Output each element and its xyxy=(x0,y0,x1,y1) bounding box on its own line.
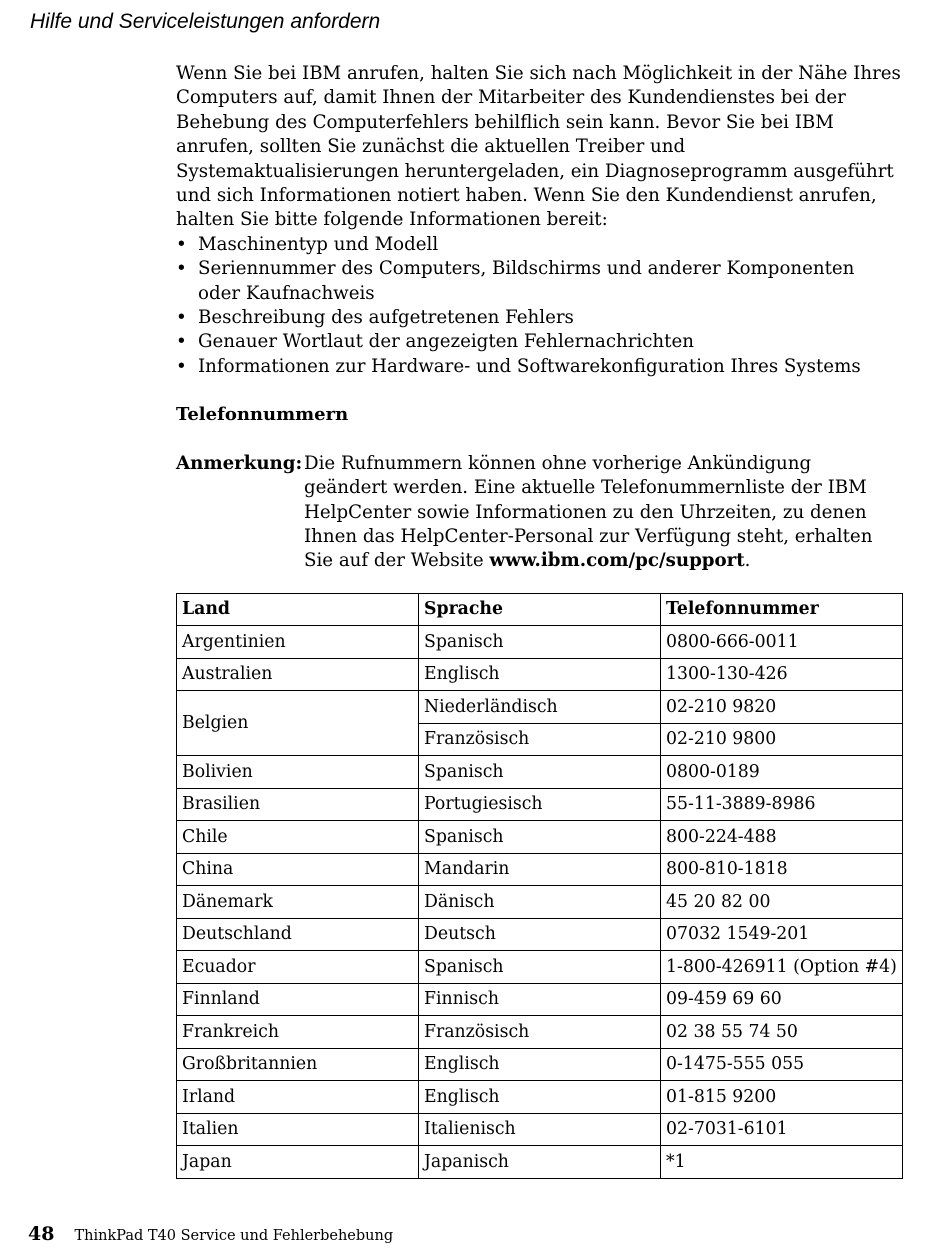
country-cell: Argentinien xyxy=(177,626,419,659)
list-item: • Seriennummer des Computers, Bildschirms und anderer Komponenten oder Kaufnachweis xyxy=(176,257,902,306)
list-item: • Maschinentyp und Modell xyxy=(176,233,902,257)
note-end: . xyxy=(744,550,751,572)
language-cell: Englisch xyxy=(419,1048,661,1081)
country-cell: Dänemark xyxy=(177,886,419,919)
country-cell: Großbritannien xyxy=(177,1048,419,1081)
support-website-link[interactable]: www.ibm.com/pc/support xyxy=(489,550,745,572)
page-number: 48 xyxy=(28,1223,55,1245)
language-cell: Spanisch xyxy=(419,756,661,789)
table-row xyxy=(177,626,903,659)
phone-cell: 02 38 55 74 50 xyxy=(661,1016,903,1049)
list-item: • Genauer Wortlaut der angezeigten Fehlernachrichten xyxy=(176,330,902,354)
note-text: Die Rufnummern können ohne vorherige Ankündigung geändert werden. Eine aktuelle Telefonummernliste der IBM HelpCenter sowie Informationen zu den Uhrzeiten, zu denen Ihnen das HelpCenter-Personal zur Verfügung steht, erhalten Sie auf der Website xyxy=(304,452,873,572)
note-body xyxy=(304,452,886,574)
language-cell: Italienisch xyxy=(419,1113,661,1146)
language-cell: Spanisch xyxy=(419,951,661,984)
phone-cell: 01-815 9200 xyxy=(661,1081,903,1114)
phone-cell: 800-224-488 xyxy=(661,821,903,854)
phone-cell: 02-210 9800 xyxy=(661,723,903,756)
table-row xyxy=(177,951,903,984)
country-cell: Irland xyxy=(177,1081,419,1114)
table-row xyxy=(177,821,903,854)
table-row xyxy=(177,886,903,919)
phone-number-table xyxy=(176,593,903,1179)
phone-cell: 02-7031-6101 xyxy=(661,1113,903,1146)
table-row xyxy=(177,1113,903,1146)
language-cell: Dänisch xyxy=(419,886,661,919)
country-cell: Australien xyxy=(177,658,419,691)
country-cell: China xyxy=(177,853,419,886)
table-row xyxy=(177,1081,903,1114)
country-cell: Frankreich xyxy=(177,1016,419,1049)
language-cell: Spanisch xyxy=(419,626,661,659)
country-cell: Bolivien xyxy=(177,756,419,789)
phone-cell: 07032 1549-201 xyxy=(661,918,903,951)
phone-cell: 0-1475-555 055 xyxy=(661,1048,903,1081)
phone-cell: 45 20 82 00 xyxy=(661,886,903,919)
table-row xyxy=(177,691,903,724)
table-header-row xyxy=(177,593,903,626)
table-row xyxy=(177,918,903,951)
phone-cell: 800-810-1818 xyxy=(661,853,903,886)
column-header-sprache: Sprache xyxy=(419,593,661,626)
page-footer xyxy=(28,1222,393,1248)
language-cell: Spanisch xyxy=(419,821,661,854)
phone-cell: 09-459 69 60 xyxy=(661,983,903,1016)
table-row xyxy=(177,658,903,691)
phone-cell: 1-800-426911 (Option #4) xyxy=(661,951,903,984)
country-cell: Italien xyxy=(177,1113,419,1146)
language-cell: Englisch xyxy=(419,658,661,691)
note xyxy=(176,452,902,574)
column-header-land: Land xyxy=(177,593,419,626)
table-row xyxy=(177,788,903,821)
table-row xyxy=(177,853,903,886)
country-cell: Belgien xyxy=(177,691,419,756)
list-item: • Informationen zur Hardware- und Softwarekonfiguration Ihres Systems xyxy=(176,355,902,379)
note-label: Anmerkung: xyxy=(176,452,303,474)
country-cell: Deutschland xyxy=(177,918,419,951)
table-row xyxy=(177,983,903,1016)
intro-paragraph: Wenn Sie bei IBM anrufen, halten Sie sich nach Möglichkeit in der Nähe Ihres Computers auf, damit Ihnen der Mitarbeiter des Kundendienstes bei der Behebung des Computerfehlers behilflich sein kann. Bevor Sie bei IBM anrufen, sollten Sie zunächst die aktuellen Treiber und Systemaktualisierungen heruntergeladen, ein Diagnoseprogramm ausgeführt und sich Informationen notiert haben. Wenn Sie den Kundendienst anrufen, halten Sie bitte folgende Informationen bereit: xyxy=(176,63,901,231)
phone-cell: 1300-130-426 xyxy=(661,658,903,691)
country-cell: Chile xyxy=(177,821,419,854)
language-cell: Deutsch xyxy=(419,918,661,951)
list-item: • Beschreibung des aufgetretenen Fehlers xyxy=(176,306,902,330)
country-cell: Finnland xyxy=(177,983,419,1016)
section-title: Telefonnummern xyxy=(176,404,349,426)
language-cell: Französisch xyxy=(419,723,661,756)
phone-cell: 0800-666-0011 xyxy=(661,626,903,659)
country-cell: Japan xyxy=(177,1146,419,1179)
column-header-telefonnummer: Telefonnummer xyxy=(661,593,903,626)
language-cell: Finnisch xyxy=(419,983,661,1016)
page-content xyxy=(176,62,902,1179)
table-row xyxy=(177,1016,903,1049)
table-row xyxy=(177,1048,903,1081)
language-cell: Portugiesisch xyxy=(419,788,661,821)
book-title: ThinkPad T40 Service und Fehlerbehebung xyxy=(74,1228,394,1244)
phone-cell: *1 xyxy=(661,1146,903,1179)
country-cell: Brasilien xyxy=(177,788,419,821)
country-cell: Ecuador xyxy=(177,951,419,984)
phone-cell: 0800-0189 xyxy=(661,756,903,789)
table-row xyxy=(177,1146,903,1179)
phone-cell: 02-210 9820 xyxy=(661,691,903,724)
language-cell: Französisch xyxy=(419,1016,661,1049)
language-cell: Japanisch xyxy=(419,1146,661,1179)
language-cell: Mandarin xyxy=(419,853,661,886)
phone-cell: 55-11-3889-8986 xyxy=(661,788,903,821)
requirements-list xyxy=(176,233,902,379)
table-row xyxy=(177,756,903,789)
running-header: Hilfe und Serviceleistungen anfordern xyxy=(30,10,381,33)
language-cell: Niederländisch xyxy=(419,691,661,724)
language-cell: Englisch xyxy=(419,1081,661,1114)
